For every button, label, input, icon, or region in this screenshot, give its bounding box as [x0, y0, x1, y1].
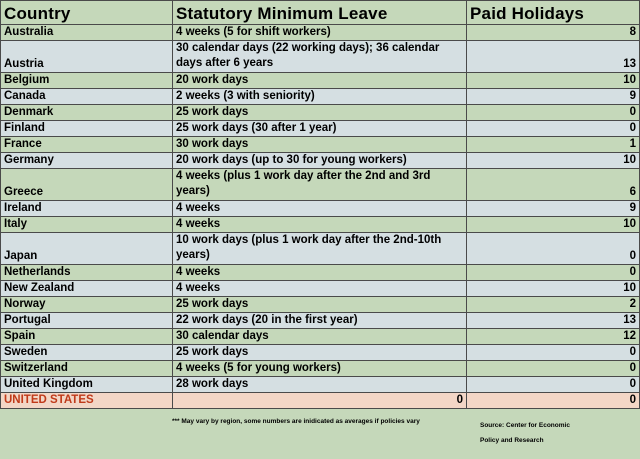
country-cell[interactable]: Switzerland — [1, 361, 173, 377]
country-cell[interactable]: Belgium — [1, 73, 173, 89]
country-cell[interactable]: Spain — [1, 329, 173, 345]
paid-holidays-cell[interactable]: 0 — [467, 393, 640, 409]
table-row — [1, 73, 640, 89]
leave-cell[interactable]: 2 weeks (3 with seniority) — [173, 89, 467, 105]
country-cell[interactable]: Greece — [1, 169, 173, 201]
table-row — [1, 393, 640, 409]
source-note: Source: Center for Economic Policy and Research — [480, 422, 570, 444]
leave-cell[interactable]: 20 work days (up to 30 for young workers) — [173, 153, 467, 169]
header-country[interactable]: Country — [1, 1, 173, 25]
header-leave[interactable]: Statutory Minimum Leave — [173, 1, 467, 25]
table-row — [1, 201, 640, 217]
country-cell[interactable]: Ireland — [1, 201, 173, 217]
table-row — [1, 345, 640, 361]
paid-holidays-cell[interactable]: 13 — [467, 313, 640, 329]
paid-holidays-cell[interactable]: 13 — [467, 41, 640, 73]
country-cell[interactable]: Finland — [1, 121, 173, 137]
paid-holidays-cell[interactable]: 8 — [467, 25, 640, 41]
country-cell[interactable]: Austria — [1, 41, 173, 73]
leave-cell[interactable]: 20 work days — [173, 73, 467, 89]
table-row — [1, 137, 640, 153]
paid-holidays-cell[interactable]: 0 — [467, 265, 640, 281]
table-row — [1, 265, 640, 281]
country-cell[interactable]: Portugal — [1, 313, 173, 329]
table-row — [1, 297, 640, 313]
paid-holidays-cell[interactable]: 10 — [467, 217, 640, 233]
leave-cell[interactable]: 30 calendar days — [173, 329, 467, 345]
leave-cell[interactable]: 25 work days — [173, 105, 467, 121]
country-cell[interactable]: Japan — [1, 233, 173, 265]
table-body — [1, 25, 640, 409]
leave-cell[interactable]: 4 weeks — [173, 281, 467, 297]
paid-holidays-cell[interactable]: 12 — [467, 329, 640, 345]
country-cell[interactable]: Germany — [1, 153, 173, 169]
country-cell[interactable]: United Kingdom — [1, 377, 173, 393]
leave-cell[interactable]: 25 work days — [173, 345, 467, 361]
country-cell[interactable]: Norway — [1, 297, 173, 313]
leave-cell[interactable]: 30 work days — [173, 137, 467, 153]
leave-cell[interactable]: 4 weeks (5 for shift workers) — [173, 25, 467, 41]
table-row — [1, 329, 640, 345]
leave-cell[interactable]: 4 weeks — [173, 217, 467, 233]
table-row — [1, 169, 640, 201]
country-cell[interactable]: Italy — [1, 217, 173, 233]
paid-holidays-cell[interactable]: 10 — [467, 73, 640, 89]
header-row — [1, 1, 640, 25]
leave-cell[interactable]: 0 — [173, 393, 467, 409]
country-cell[interactable]: Denmark — [1, 105, 173, 121]
table-row — [1, 89, 640, 105]
country-cell[interactable]: Sweden — [1, 345, 173, 361]
paid-holidays-cell[interactable]: 0 — [467, 345, 640, 361]
paid-holidays-cell[interactable]: 0 — [467, 361, 640, 377]
country-cell[interactable]: New Zealand — [1, 281, 173, 297]
paid-holidays-cell[interactable]: 10 — [467, 153, 640, 169]
table-row — [1, 233, 640, 265]
table-row — [1, 153, 640, 169]
table-row — [1, 377, 640, 393]
header-paid[interactable]: Paid Holidays — [467, 1, 640, 25]
country-cell[interactable]: Canada — [1, 89, 173, 105]
table-row — [1, 41, 640, 73]
leave-cell[interactable]: 30 calendar days (22 working days); 36 calendar days after 6 years — [173, 41, 467, 73]
country-cell[interactable]: Netherlands — [1, 265, 173, 281]
paid-holidays-cell[interactable]: 0 — [467, 121, 640, 137]
leave-cell[interactable]: 25 work days (30 after 1 year) — [173, 121, 467, 137]
leave-cell[interactable]: 4 weeks — [173, 201, 467, 217]
leave-cell[interactable]: 28 work days — [173, 377, 467, 393]
paid-holidays-cell[interactable]: 0 — [467, 377, 640, 393]
paid-holidays-cell[interactable]: 10 — [467, 281, 640, 297]
paid-holidays-cell[interactable]: 0 — [467, 105, 640, 121]
paid-holidays-cell[interactable]: 1 — [467, 137, 640, 153]
leave-cell[interactable]: 4 weeks — [173, 265, 467, 281]
leave-cell[interactable]: 4 weeks (5 for young workers) — [173, 361, 467, 377]
leave-cell[interactable]: 22 work days (20 in the first year) — [173, 313, 467, 329]
paid-holidays-cell[interactable]: 9 — [467, 89, 640, 105]
leave-cell[interactable]: 10 work days (plus 1 work day after the 2nd-10th years) — [173, 233, 467, 265]
leave-cell[interactable]: 25 work days — [173, 297, 467, 313]
table-row — [1, 313, 640, 329]
paid-holidays-cell[interactable]: 2 — [467, 297, 640, 313]
table-row — [1, 25, 640, 41]
country-cell[interactable]: France — [1, 137, 173, 153]
paid-holidays-cell[interactable]: 0 — [467, 233, 640, 265]
footer — [0, 416, 640, 459]
country-cell[interactable]: Australia — [1, 25, 173, 41]
table-row — [1, 281, 640, 297]
table-row — [1, 105, 640, 121]
paid-holidays-cell[interactable]: 6 — [467, 169, 640, 201]
paid-holidays-cell[interactable]: 9 — [467, 201, 640, 217]
table-row — [1, 121, 640, 137]
table-row — [1, 217, 640, 233]
country-cell[interactable]: UNITED STATES — [1, 393, 173, 409]
table-row — [1, 361, 640, 377]
leave-cell[interactable]: 4 weeks (plus 1 work day after the 2nd and 3rd years) — [173, 169, 467, 201]
footnote: *** May vary by region, some numbers are inidicated as averages if policies vary — [172, 418, 420, 425]
